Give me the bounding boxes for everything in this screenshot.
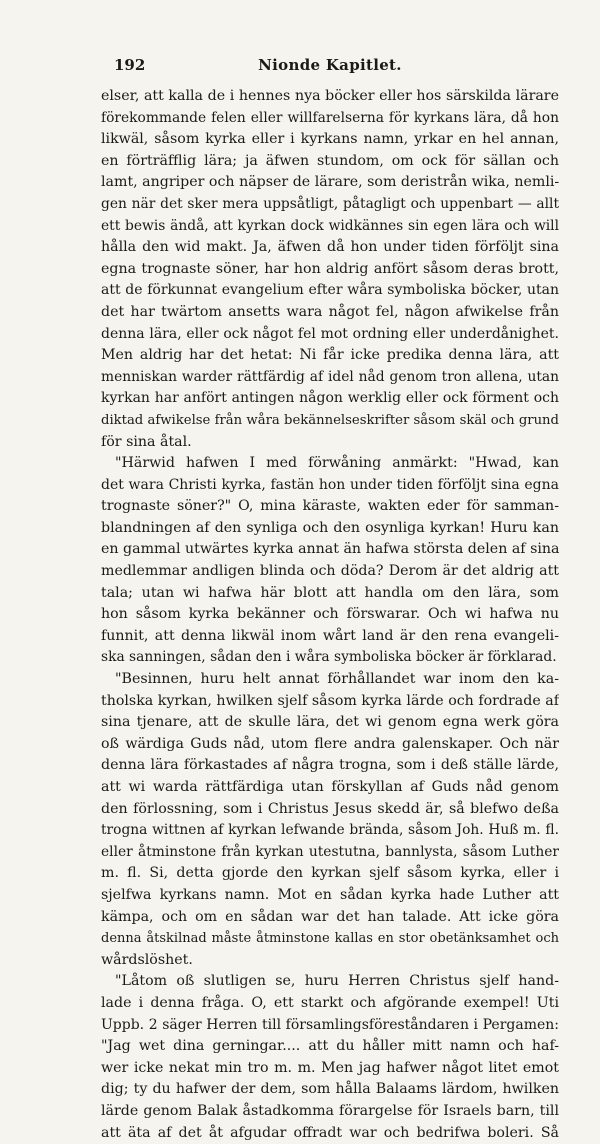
text-line: denna åtskilnad måste åtminstone kallas en stor obetänksamhet och [101,928,559,950]
body-text [101,86,559,1144]
text-line: det wara Christi kyrka, fastän hon under tiden förföljt sina egna [101,475,559,497]
text-line: att äta af det åt afgudar offradt war och bedrifwa boleri. Så [101,1123,559,1144]
text-line: "Jag wet dina gerningar.... att du håller mitt namn och haf- [101,1036,559,1058]
page-number: 192 [114,56,145,74]
text-line: den förlossning, som i Christus Jesus skedd är, så blefwo deßa [101,799,559,821]
page-header [100,56,560,76]
text-line: "Besinnen, huru helt annat förhållandet war inom den ka- [101,669,559,691]
text-line: diktad afwikelse från wåra bekännelseskrifter såsom skäl och grund [101,410,559,432]
text-line: elser, att kalla de i hennes nya böcker eller hos särskilda lärare [101,86,559,108]
text-line: en förträfflig lära; ja äfwen stundom, om ock för sällan och [101,151,559,173]
text-line: wårdslöshet. [101,950,559,972]
text-line: tholska kyrkan, hwilken sjelf såsom kyrka lärde och fordrade af [101,691,559,713]
text-line: för sina åtal. [101,432,559,454]
text-line: egna trognaste söner, har hon aldrig anfört såsom deras brott, [101,259,559,281]
text-line: tala; utan wi hafwa här blott att handla om den lära, som [101,583,559,605]
text-line: wer icke nekat min tro m. m. Men jag hafwer något litet emot [101,1058,559,1080]
text-line: trogna wittnen af kyrkan lefwande brända, såsom Joh. Huß m. fl. [101,820,559,842]
text-line: ett bewis ändå, att kyrkan dock widkännes sin egen lära och will [101,216,559,238]
text-line: gen när det sker mera uppsåtligt, påtagligt och uppenbart — allt [101,194,559,216]
text-line: sina tjenare, att de skulle lära, det wi genom egna werk göra [101,712,559,734]
text-line: Men aldrig har det hetat: Ni får icke predika denna lära, att [101,345,559,367]
text-line: förekommande felen eller willfarelserna för kyrkans lära, då hon [101,108,559,130]
text-line: likwäl, såsom kyrka eller i kyrkans namn, yrkar en hel annan, [101,129,559,151]
text-line: menniskan warder rättfärdig af idel nåd genom tron allena, utan [101,367,559,389]
text-line: sjelfwa kyrkans namn. Mot en sådan kyrka hade Luther att [101,885,559,907]
text-line: "Härwid hafwen I med förwåning anmärkt: "Hwad, kan [101,453,559,475]
text-line: blandningen af den synliga och den osynliga kyrkan! Huru kan [101,518,559,540]
text-line: kämpa, och om en sådan war det han talade. Att icke göra [101,907,559,929]
text-line: medlemmar andligen blinda och döda? Derom är det aldrig att [101,561,559,583]
text-line: funnit, att denna likwäl inom wårt land är den rena evangeli- [101,626,559,648]
text-line: eller åtminstone från kyrkan utestutna, bannlysta, såsom Luther [101,842,559,864]
text-line: en gammal utwärtes kyrka annat än hafwa största delen af sina [101,539,559,561]
text-line: dig; ty du hafwer der dem, som hålla Balaams lärdom, hwilken [101,1079,559,1101]
text-line: lärde genom Balak åstadkomma förargelse för Israels barn, till [101,1101,559,1123]
text-line: trognaste söner?" O, mina käraste, wakten eder för samman- [101,496,559,518]
text-line: Uppb. 2 säger Herren till församlingsföreståndaren i Pergamen: [101,1015,559,1037]
text-line: lade i denna fråga. O, ett starkt och afgörande exempel! Uti [101,993,559,1015]
text-line: oß wärdiga Guds nåd, utom flere andra galenskaper. Och när [101,734,559,756]
text-line: lamt, angriper och näpser de lärare, som deristrån wika, nemli- [101,172,559,194]
text-line: hålla den wid makt. Ja, äfwen då hon under tiden förföljt sina [101,237,559,259]
running-title: Nionde Kapitlet. [100,56,560,74]
text-line: det har twärtom ansetts wara något fel, någon afwikelse från [101,302,559,324]
text-line: ska sanningen, sådan den i wåra symboliska böcker är förklarad. [101,647,559,669]
text-line: denna lära förkastades af några trogna, som i deß ställe lärde, [101,755,559,777]
text-line: att wi warda rättfärdiga utan förskyllan af Guds nåd genom [101,777,559,799]
text-line: "Låtom oß slutligen se, huru Herren Christus sjelf hand- [101,971,559,993]
text-line: att de förkunnat evangelium efter wåra symboliska böcker, utan [101,280,559,302]
text-line: hon såsom kyrka bekänner och förswarar. Och wi hafwa nu [101,604,559,626]
text-line: kyrkan har anfört antingen någon werklig eller ock förment och [101,388,559,410]
text-line: denna lära, eller ock något fel mot ordning eller underdånighet. [101,324,559,346]
text-line: m. fl. Si, detta gjorde den kyrkan sjelf såsom kyrka, eller i [101,863,559,885]
